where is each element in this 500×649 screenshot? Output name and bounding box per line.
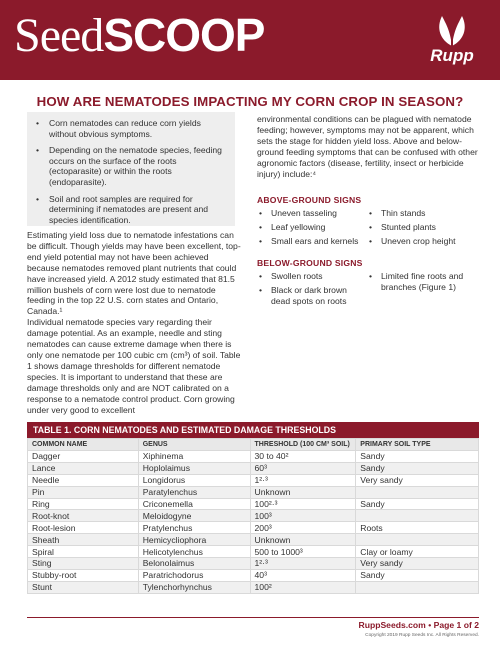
footer-divider [27,617,479,618]
cell-soil-type: Roots [356,522,479,534]
table-header-row [28,439,479,451]
table-row [28,498,479,510]
cell-soil-type [356,510,479,522]
above-ground-sign: • Stunted plants [367,222,479,233]
cell-genus: Paratrichodorus [138,569,250,581]
footer-separator: • [428,620,432,630]
cell-genus: Hemicycliophora [138,534,250,546]
cell-soil-type: Sandy [356,498,479,510]
cell-threshold: 200³ [250,522,356,534]
cell-genus: Longidorus [138,474,250,486]
column-header: PRIMARY SOIL TYPE [356,439,479,451]
cell-common-name: Spiral [28,546,139,558]
damage-threshold-table [27,438,479,594]
cell-genus: Criconemella [138,498,250,510]
cell-threshold: 500 to 1000³ [250,546,356,558]
column-header: GENUS [138,439,250,451]
rupp-logo [416,10,488,74]
cell-common-name: Needle [28,474,139,486]
above-ground-sign: • Leaf yellowing [257,222,375,233]
table-title: TABLE 1. CORN NEMATODES AND ESTIMATED DAMAGE THRESHOLDS [27,422,479,438]
cell-common-name: Root-knot [28,510,139,522]
cell-genus: Meloidogyne [138,510,250,522]
cell-soil-type: Sandy [356,451,479,463]
page-title: HOW ARE NEMATODES IMPACTING MY CORN CROP IN SEASON? [36,94,464,109]
table-row [28,462,479,474]
key-point: • Corn nematodes can reduce corn yields without obvious symptoms. [33,118,229,139]
table-row [28,558,479,570]
cell-common-name: Root-lesion [28,522,139,534]
cell-soil-type: Very sandy [356,558,479,570]
cell-common-name: Sting [28,558,139,570]
table-row [28,546,479,558]
cell-genus: Pratylenchus [138,522,250,534]
brand-light: Seed [14,9,104,62]
cell-soil-type [356,581,479,593]
page-number: Page 1 of 2 [433,620,479,630]
cell-threshold: 1²·³ [250,474,356,486]
cell-threshold: 40³ [250,569,356,581]
table-row [28,451,479,463]
above-ground-heading: ABOVE-GROUND SIGNS [257,195,362,205]
cell-threshold: 1²·³ [250,558,356,570]
left-column-text [27,230,241,415]
cell-genus: Belonolaimus [138,558,250,570]
key-points-box [27,112,235,226]
column-header: THRESHOLD (100 CM³ SOIL) [250,439,356,451]
cell-threshold: Unknown [250,534,356,546]
copyright-notice: Copyright 2019 Rupp Seeds Inc. All Rights Reserved. [365,633,479,638]
key-point: • Soil and root samples are required for determining if nematodes are present and species identification. [33,194,229,226]
cell-soil-type: Clay or loamy [356,546,479,558]
cell-genus: Helicotylenchus [138,546,250,558]
cell-common-name: Dagger [28,451,139,463]
cell-common-name: Ring [28,498,139,510]
cell-common-name: Pin [28,486,139,498]
cell-soil-type: Sandy [356,462,479,474]
cell-genus: Hoplolaimus [138,462,250,474]
below-ground-sign: • Limited fine roots and branches (Figure 1) [367,271,479,293]
right-column-text: environmental conditions can be plagued with nematode feeding; however, symptoms may not be apparent, which sets the stage for hidden yield loss. Above and below-ground feeding symptoms that can be confused with other agronomic factors (disease, fertility, insect or herbicide injury) include:⁴ [257,114,478,179]
column-header: COMMON NAME [28,439,139,451]
table-row [28,474,479,486]
brand-bold: SCOOP [103,9,265,61]
table-row [28,522,479,534]
key-point: • Depending on the nematode species, feeding occurs on the surface of the roots (ectoparasite) or within the roots (endoparasite). [33,145,229,187]
table-row [28,581,479,593]
body-paragraph: Estimating yield loss due to nematode infestations can be difficult. Though yields may have been excellent, top-end yield potential may not have been achieved because nematodes removed plant nutrients that could have increased yield. A 2012 study estimated that 81.5 million bushels of corn were lost due to nematode feeding in the top 22 U.S. corn states and Ontario, Canada.¹ [27,230,241,317]
cell-common-name: Stunt [28,581,139,593]
website-link[interactable]: RuppSeeds.com [358,620,426,630]
cell-common-name: Sheath [28,534,139,546]
below-ground-sign: • Black or dark brown dead spots on roots [257,285,359,307]
cell-threshold: 100²·³ [250,498,356,510]
table-row [28,510,479,522]
cell-threshold: 100² [250,581,356,593]
below-ground-heading: BELOW-GROUND SIGNS [257,258,363,268]
above-ground-sign: • Small ears and kernels [257,236,375,247]
table-row [28,534,479,546]
table-row [28,569,479,581]
cell-threshold: 60³ [250,462,356,474]
cell-soil-type [356,534,479,546]
cell-common-name: Lance [28,462,139,474]
seedscoop-logo [14,8,264,63]
table-row [28,486,479,498]
cell-genus: Xiphinema [138,451,250,463]
cell-genus: Tylenchorhynchus [138,581,250,593]
cell-threshold: 100³ [250,510,356,522]
cell-soil-type [356,486,479,498]
cell-threshold: Unknown [250,486,356,498]
cell-soil-type: Very sandy [356,474,479,486]
below-ground-sign: • Swollen roots [257,271,359,282]
above-ground-sign: • Uneven tasseling [257,208,375,219]
body-paragraph: Individual nematode species vary regarding their damage potential. As an example, needle and sting nematodes can cause extreme damage when there is only one nematode per 100 cubic cm (cm³) of soil. Table 1 shows damage thresholds for different nematode species. It is important to understand that these are damage thresholds only and are NOT calibrated on a response to a nematode control product. Corn growing under very good to excellent [27,317,241,415]
cell-common-name: Stubby-root [28,569,139,581]
cell-soil-type: Sandy [356,569,479,581]
footer [358,620,479,630]
above-ground-sign: • Uneven crop height [367,236,479,247]
rupp-leaf-icon [432,10,472,48]
key-points-list [33,118,229,225]
above-ground-sign: • Thin stands [367,208,479,219]
cell-threshold: 30 to 40² [250,451,356,463]
header-banner [0,0,500,80]
rupp-wordmark: Rupp [430,46,474,65]
cell-genus: Paratylenchus [138,486,250,498]
